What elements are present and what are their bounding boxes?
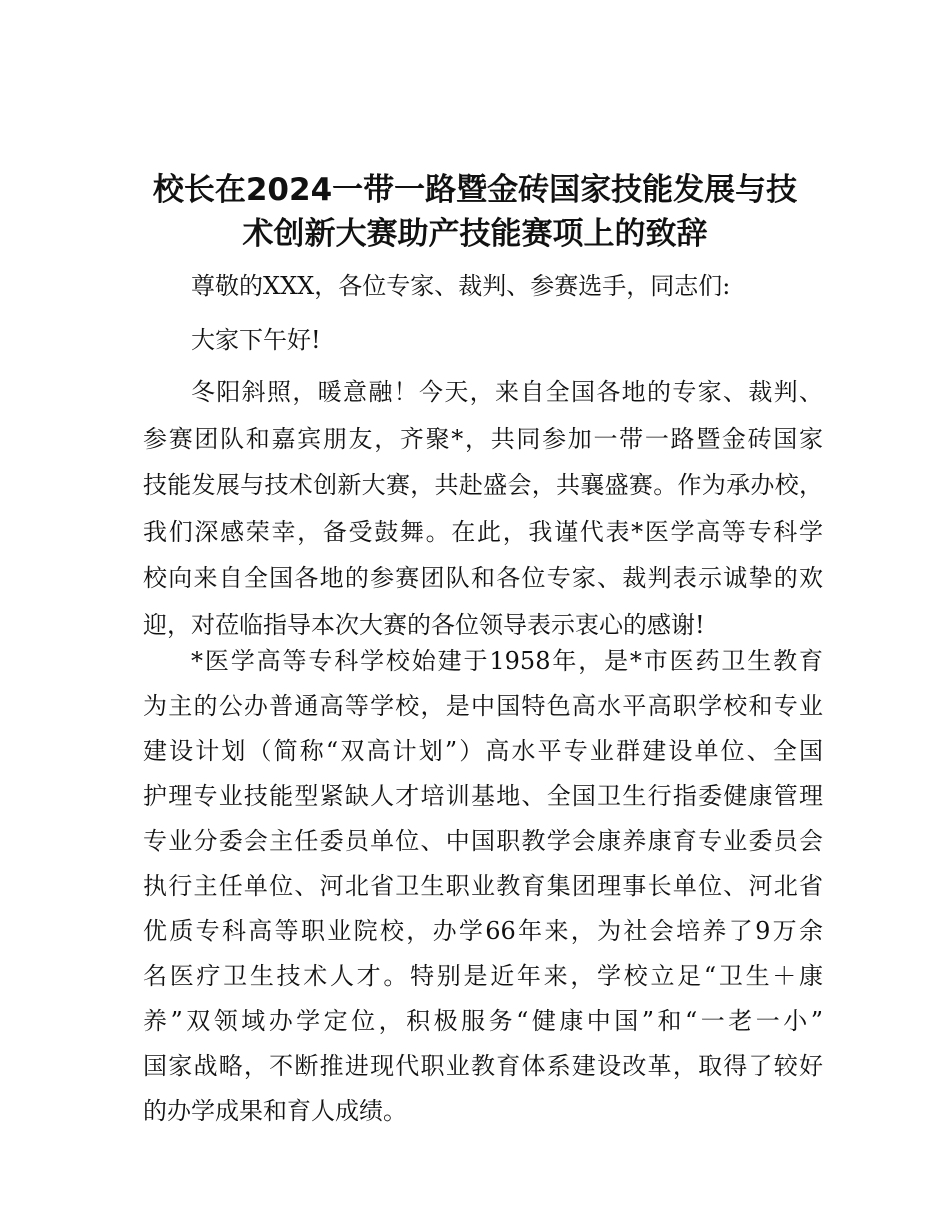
paragraph-2-line-2: 为主的公办普通高等学校，是中国特色高水平高职学校和专业 <box>143 692 823 720</box>
document-title-line-1: 校长在2024一带一路暨金砖国家技能发展与技 <box>152 172 798 208</box>
paragraph-2-line-7: 优质专科高等职业院校，办学66年来，为社会培养了9万余 <box>143 917 823 945</box>
paragraph-1-line-5: 校向来自全国各地的参赛团队和各位专家、裁判表示诚挚的欢 <box>143 564 823 592</box>
salutation: 尊敬的XXX，各位专家、裁判、参赛选手，同志们: <box>191 272 731 300</box>
paragraph-2-line-1: *医学高等专科学校始建于1958年，是*市医药卫生教育 <box>191 647 823 675</box>
paragraph-1-line-1: 冬阳斜照，暖意融！今天，来自全国各地的专家、裁判、 <box>191 378 823 406</box>
paragraph-2-line-8: 名医疗卫生技术人才。特别是近年来，学校立足“卫生＋康 <box>143 962 823 990</box>
paragraph-1-line-3: 技能发展与技术创新大赛，共赴盛会，共襄盛赛。作为承办校， <box>143 471 823 499</box>
paragraph-1-line-6: 迎，对莅临指导本次大赛的各位领导表示衷心的感谢! <box>143 611 705 639</box>
paragraph-2-line-11: 的办学成果和育人成绩。 <box>143 1097 407 1125</box>
paragraph-2-line-10: 国家战略，不断推进现代职业教育体系建设改革，取得了较好 <box>143 1052 823 1080</box>
paragraph-2-line-9: 养”双领域办学定位，积极服务“健康中国”和“一老一小” <box>143 1007 823 1035</box>
paragraph-1-line-2: 参赛团队和嘉宾朋友，齐聚*，共同参加一带一路暨金砖国家 <box>143 425 823 453</box>
greeting: 大家下午好! <box>191 326 321 354</box>
paragraph-1-line-4: 我们深感荣幸，备受鼓舞。在此，我谨代表*医学高等专科学 <box>143 518 823 546</box>
document-title-line-2: 术创新大赛助产技能赛项上的致辞 <box>242 216 708 252</box>
paragraph-2-line-6: 执行主任单位、河北省卫生职业教育集团理事长单位、河北省 <box>143 872 823 900</box>
paragraph-2-line-5: 专业分委会主任委员单位、中国职教学会康养康育专业委员会 <box>143 827 823 855</box>
paragraph-2-line-4: 护理专业技能型紧缺人才培训基地、全国卫生行指委健康管理 <box>143 782 823 810</box>
paragraph-2-line-3: 建设计划（简称“双高计划”）高水平专业群建设单位、全国 <box>143 737 823 765</box>
